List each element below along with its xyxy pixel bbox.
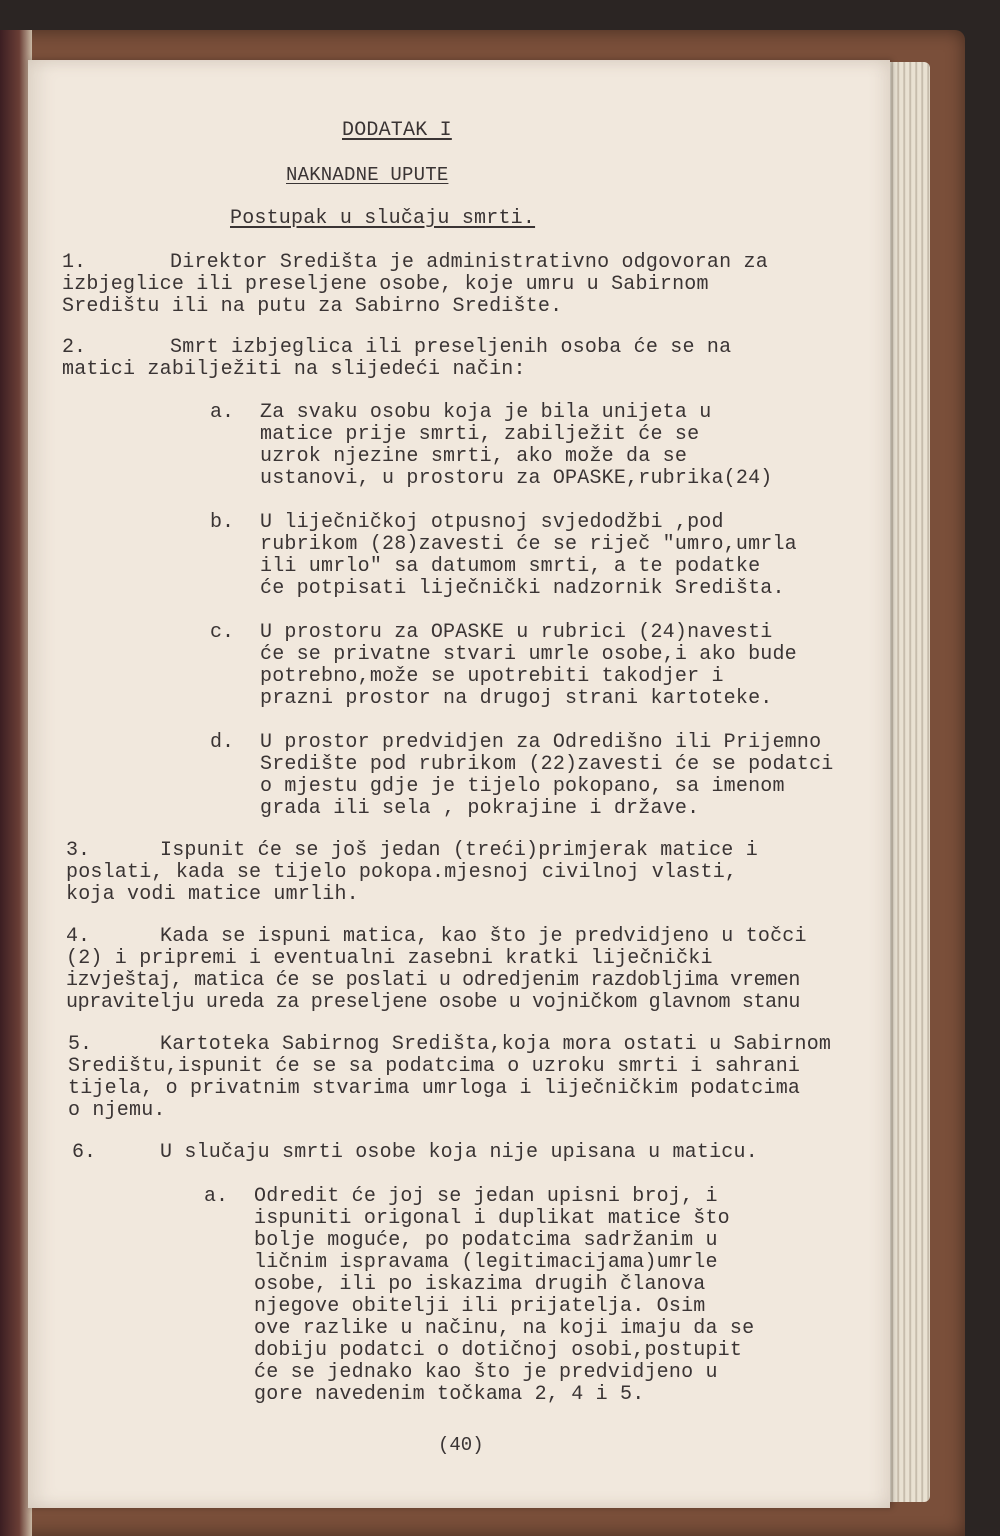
p2c-line: prazni prostor na drugoj strani kartoteke. [260, 687, 773, 710]
p2d-line: o mjestu gdje je tijelo pokopano, sa imenom [260, 775, 785, 798]
p1-line: Direktor Središta je administrativno odgovoran za [170, 251, 768, 274]
p2a-line: Za svaku osobu koja je bila unijeta u [260, 401, 712, 424]
p4-line: izvještaj, matica će se poslati u odredjenim razdobljima vremen [66, 969, 801, 992]
p1-number: 1. [62, 251, 87, 274]
p2c-line: U prostoru za OPASKE u rubrici (24)navesti [260, 621, 773, 644]
p5-line: Kartoteka Sabirnog Središta,koja mora ostati u Sabirnom [160, 1033, 832, 1056]
p6-line: U slučaju smrti osobe koja nije upisana u maticu. [160, 1141, 758, 1164]
p4-line: Kada se ispuni matica, kao što je predvidjeno u točci [160, 925, 807, 948]
p2a-label: a. [210, 401, 235, 424]
p6a-line: će se jednako kao što je predvidjeno u [254, 1361, 718, 1384]
section-heading: Postupak u slučaju smrti. [230, 207, 536, 230]
p4-number: 4. [66, 925, 91, 948]
p2c-label: c. [210, 621, 235, 644]
p2b-line: će potpisati liječnički nadzornik Središta. [260, 577, 785, 600]
p6a-line: njegove obitelji ili prijatelja. Osim [254, 1295, 706, 1318]
subtitle-heading: NAKNADNE UPUTE [286, 164, 449, 186]
p3-line: poslati, kada se tijelo pokopa.mjesnoj civilnoj vlasti, [66, 861, 738, 884]
p6a-label: a. [204, 1185, 229, 1208]
p4-line: upravitelju ureda za preseljene osobe u vojničkom glavnom stanu [66, 991, 801, 1014]
page-number: (40) [438, 1434, 484, 1456]
p5-line: tijela, o privatnim stvarima umrloga i liječničkim podatcima [68, 1077, 801, 1100]
p2d-label: d. [210, 731, 235, 754]
p6a-line: osobe, ili po iskazima drugih članova [254, 1273, 706, 1296]
p2-line: Smrt izbjeglica ili preseljenih osoba će se na [170, 336, 732, 359]
p4-line: (2) i pripremi i eventualni zasebni kratki liječnički [66, 947, 713, 970]
p6a-line: bolje moguće, po podatcima sadržanim u [254, 1229, 718, 1252]
p3-line: Ispunit će se još jedan (treći)primjerak matice i [160, 839, 758, 862]
p2a-line: matice prije smrti, zabilježit će se [260, 423, 700, 446]
p2b-label: b. [210, 511, 235, 534]
p5-line: o njemu. [68, 1099, 166, 1122]
appendix-heading: DODATAK I [342, 119, 452, 142]
p2c-line: će se privatne stvari umrle osobe,i ako bude [260, 643, 797, 666]
p2b-line: rubrikom (28)zavesti će se riječ "umro,umrla [260, 533, 797, 556]
p5-line: Središtu,ispunit će se sa podatcima o uzroku smrti i sahrani [68, 1055, 801, 1078]
p2d-line: grada ili sela , pokrajine i države. [260, 797, 700, 820]
p2-line: matici zabilježiti na slijedeći način: [62, 358, 526, 381]
p2a-line: ustanovi, u prostoru za OPASKE,rubrika(24) [260, 467, 773, 490]
p6a-line: Odredit će joj se jedan upisni broj, i [254, 1185, 718, 1208]
p3-line: koja vodi matice umrlih. [66, 883, 359, 906]
p6a-line: ličnim ispravama (legitimacijama)umrle [254, 1251, 718, 1274]
p2a-line: uzrok njezine smrti, ako može da se [260, 445, 688, 468]
p2d-line: U prostor predvidjen za Odredišno ili Prijemno [260, 731, 822, 754]
p1-line: izbjeglice ili preseljene osobe, koje umru u Sabirnom [62, 273, 709, 296]
p2d-line: Središte pod rubrikom (22)zavesti će se podatci [260, 753, 834, 776]
p6-number: 6. [72, 1141, 97, 1164]
p6a-line: ispuniti origonal i duplikat matice što [254, 1207, 730, 1230]
p1-line: Središtu ili na putu za Sabirno Središte. [62, 295, 563, 318]
p3-number: 3. [66, 839, 91, 862]
p6a-line: gore navedenim točkama 2, 4 i 5. [254, 1383, 645, 1406]
p6a-line: dobiju podatci o dotičnoj osobi,postupit [254, 1339, 743, 1362]
p2-number: 2. [62, 336, 87, 359]
p2c-line: potrebno,može se upotrebiti takodjer i [260, 665, 724, 688]
p2b-line: U liječničkoj otpusnoj svjedodžbi ,pod [260, 511, 724, 534]
p5-number: 5. [68, 1033, 93, 1056]
p6a-line: ove razlike u načinu, na koji imaju da se [254, 1317, 755, 1340]
p2b-line: ili umrlo" sa datumom smrti, a te podatke [260, 555, 761, 578]
document-page [28, 60, 890, 1508]
